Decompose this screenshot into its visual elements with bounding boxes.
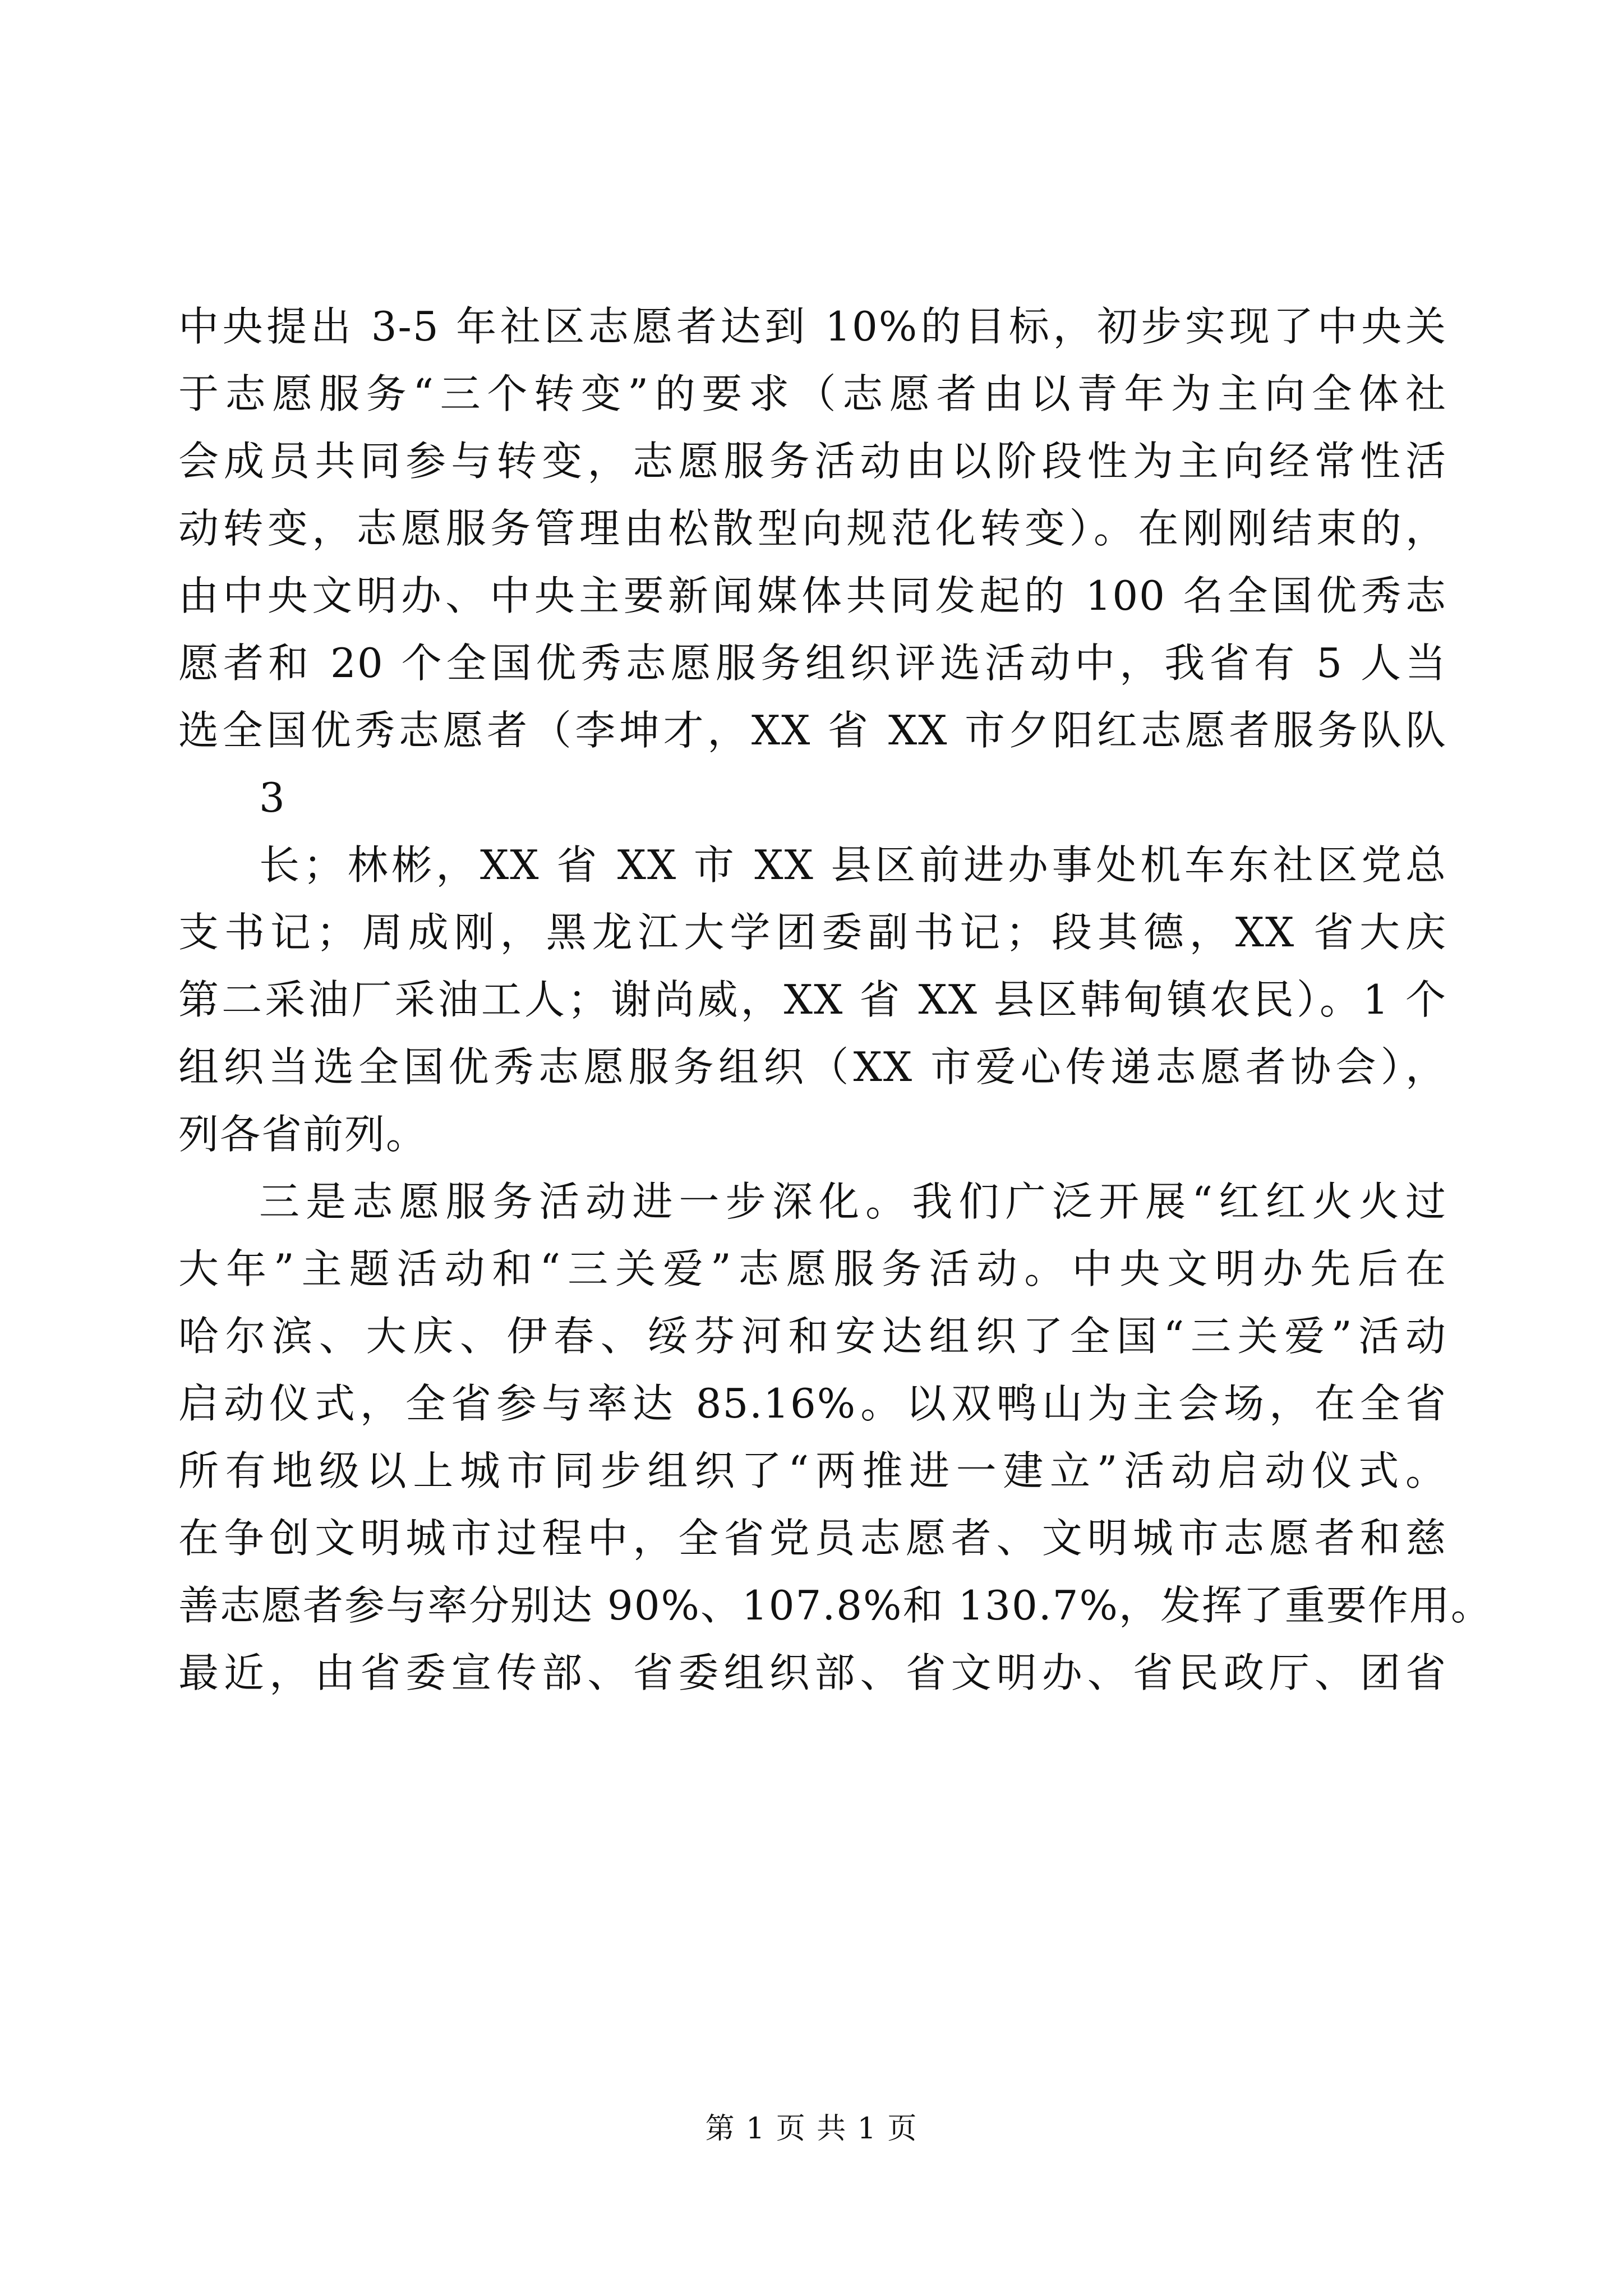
page-footer: 第 1 页 共 1 页 — [705, 2112, 918, 2146]
text-line: 哈尔滨、大庆、伊春、绥芬河和安达组织了全国“三关爱”活动 — [178, 1313, 1447, 1360]
text-line: 启动仪式，全省参与率达 85.16%。以双鸭山为主会场，在全省 — [178, 1380, 1447, 1427]
text-line: 长；林彬，XX 省 XX 市 XX 县区前进办事处机车东社区党总 — [259, 841, 1447, 889]
paragraph-start-line: 三是志愿服务活动进一步深化。我们广泛开展“红红火火过 — [259, 1178, 1447, 1225]
text-line: 第二采油厂采油工人；谢尚威，XX 省 XX 县区韩甸镇农民）。1 个 — [178, 976, 1447, 1023]
text-line: 支书记；周成刚，黑龙江大学团委副书记；段其德，XX 省大庆 — [178, 909, 1447, 956]
text-line: 大年”主题活动和“三关爱”志愿服务活动。中央文明办先后在 — [178, 1245, 1447, 1292]
text-line: 动转变，志愿服务管理由松散型向规范化转变）。在刚刚结束的， — [178, 505, 1447, 552]
text-line: 中央提出 3-5 年社区志愿者达到 10%的目标，初步实现了中央关 — [178, 303, 1447, 350]
text-line: 选全国优秀志愿者（李坤才，XX 省 XX 市夕阳红志愿者服务队队 — [178, 707, 1447, 754]
text-line: 由中央文明办、中央主要新闻媒体共同发起的 100 名全国优秀志 — [178, 572, 1447, 619]
text-line: 最近，由省委宣传部、省委组织部、省文明办、省民政厅、团省 — [178, 1649, 1447, 1696]
text-line: 善志愿者参与率分别达 90%、107.8%和 130.7%，发挥了重要作用。 — [178, 1582, 1492, 1629]
text-line: 会成员共同参与转变，志愿服务活动由以阶段性为主向经常性活 — [178, 438, 1447, 485]
document-body — [178, 293, 1492, 1706]
text-line: 所有地级以上城市同步组织了“两推进一建立”活动启动仪式。 — [178, 1447, 1447, 1494]
text-line: 愿者和 20 个全国优秀志愿服务组织评选活动中，我省有 5 人当 — [178, 639, 1447, 687]
text-line: 组织当选全国优秀志愿服务组织（XX 市爱心传递志愿者协会）， — [178, 1043, 1447, 1091]
text-line: 在争创文明城市过程中，全省党员志愿者、文明城市志愿者和慈 — [178, 1515, 1447, 1562]
inline-page-number: 3 — [259, 774, 286, 821]
text-line: 列各省前列。 — [178, 1111, 428, 1158]
text-line: 于志愿服务“三个转变”的要求（志愿者由以青年为主向全体社 — [178, 370, 1447, 417]
